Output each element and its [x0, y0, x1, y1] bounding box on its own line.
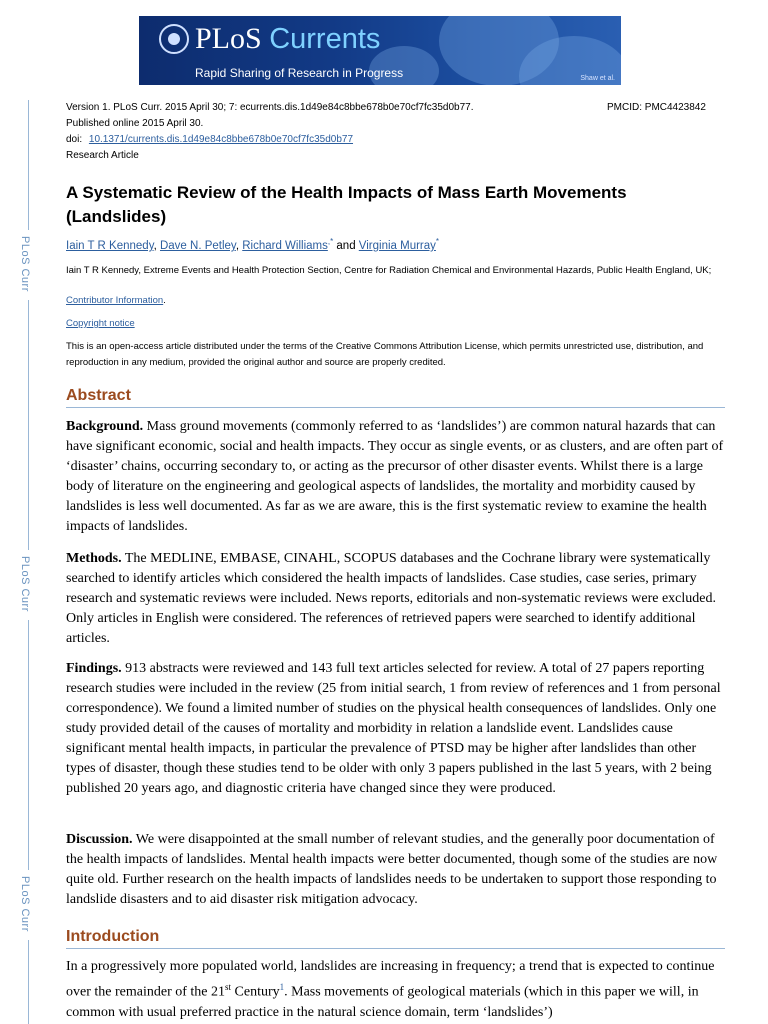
paragraph-label: Methods.	[66, 551, 122, 566]
doi-line	[66, 134, 353, 145]
author-list	[66, 237, 439, 252]
side-rail	[28, 100, 29, 230]
brand-plos: PLoS	[195, 22, 262, 55]
side-rail	[28, 940, 29, 1024]
paragraph-text: 913 abstracts were reviewed and 143 full text articles selected for review. A total of 27 papers reporting research studies were included in the review (25 from initial search, 1 from review of references and 1 from personal correspondence). We found a limited number of studies on the physical health consequences of landslides. Only one study provided detail of the causes of mortality and morbidity in relation a landslide event. Landslides cause significant mental health impacts, in particular the prevalence of PTSD may be higher after landslides than other types of disaster, though these studies tend to be older with only 3 papers published in the last 5 years, with 2 being published 20 years ago, and diagnostic criteria have changed since they were produced.	[66, 661, 721, 796]
article-type: Research Article	[66, 150, 139, 161]
abstract-findings	[66, 659, 726, 799]
side-rail	[28, 620, 29, 870]
affiliation: Iain T R Kennedy, Extreme Events and Health Protection Section, Centre for Radiation Chemical and Environmental Hazards, Public Health England, UK;	[66, 265, 712, 276]
intro-text: In a progressively more populated world, landslides are increasing in frequency; a trend that is expected to continue over the remainder of the 21	[66, 959, 715, 1000]
copyright-notice-link[interactable]: Copyright notice	[66, 318, 135, 329]
author-footnote-mark[interactable]: *	[435, 237, 440, 246]
paragraph-text: Mass ground movements (commonly referred to as ‘landslides’) are common natural hazards that can have significant economic, social and health impacts. They occur as single events, or as clusters, and are often part of ‘disaster’ chains, occurring secondary to, or acting as the precursor of other disaster events. Whilst there is a large body of literature on the engineering and geological aspects of landslides, the mortality and morbidity caused by landslides is less well documented. As far as we are aware, this is the first systematic review to examine the health impacts of landslides.	[66, 419, 724, 534]
contributor-info-line: Contributor Information.	[66, 295, 166, 306]
introduction-paragraph	[66, 957, 726, 1023]
author-separator: ,	[153, 239, 160, 252]
author-link[interactable]: Virginia Murray	[358, 239, 436, 252]
intro-superscript: st	[225, 982, 232, 992]
doi-label: doi:	[66, 134, 83, 145]
paragraph-text: We were disappointed at the small number of relevant studies, and the generally poor documentation of the health impacts of landslides. Mental health impacts were better documented, though some of the studies are now quite old. Further research on the health impacts of landslides needs to be undertaken to support those responding to landslide disasters and to aid disaster risk mitigation advocacy.	[66, 832, 718, 907]
pmcid: PMCID: PMC4423842	[607, 102, 706, 113]
doi-link[interactable]: 10.1371/currents.dis.1d49e84c8bbe678b0e70cf7fc35d0b77	[88, 134, 354, 145]
author-separator: and	[333, 239, 359, 252]
abstract-discussion	[66, 830, 726, 910]
banner-credit: Shaw et al.	[580, 75, 615, 82]
version-line: Version 1. PLoS Curr. 2015 April 30; 7: ecurrents.dis.1d49e84c8bbe678b0e70cf7fc35d0b77.	[66, 102, 474, 113]
intro-text: Century	[231, 984, 280, 1000]
banner-tagline: Rapid Sharing of Research in Progress	[195, 66, 404, 80]
side-label: PLoS Curr	[19, 236, 31, 292]
paragraph-label: Discussion.	[66, 832, 133, 847]
abstract-background	[66, 417, 726, 537]
author-link[interactable]: Iain T R Kennedy	[66, 239, 154, 252]
introduction-heading: Introduction	[66, 927, 725, 949]
abstract-methods	[66, 549, 726, 649]
side-label: PLoS Curr	[19, 876, 31, 932]
author-footnote-mark[interactable]: ,*	[327, 237, 334, 246]
published-date: Published online 2015 April 30.	[66, 118, 204, 129]
paragraph-label: Findings.	[66, 661, 122, 676]
reference-link[interactable]: 1	[279, 982, 285, 992]
intro-text: . Mass movements of geological materials (which in this paper we will, in common with usual preferred practice in the natural science domain, term ‘landslides’)	[66, 984, 699, 1020]
side-rail	[28, 300, 29, 550]
author-link[interactable]: Richard Williams	[242, 239, 328, 252]
brand-currents: Currents	[269, 23, 381, 55]
side-label: PLoS Curr	[19, 556, 31, 612]
license-text: This is an open-access article distributed under the terms of the Creative Commons Attribution License, which permits unrestricted use, distribution, and reproduction in any medium, provided the original author and source are properly credited.	[66, 341, 704, 368]
journal-banner	[139, 16, 621, 85]
plos-logo-icon	[159, 24, 189, 54]
article-title: A Systematic Review of the Health Impacts of Mass Earth Movements (Landslides)	[66, 183, 627, 226]
author-separator: ,	[235, 239, 243, 252]
abstract-heading: Abstract	[66, 386, 725, 408]
copyright-line	[66, 318, 135, 329]
paragraph-label: Background.	[66, 419, 144, 434]
author-link[interactable]: Dave N. Petley	[159, 239, 236, 252]
contributor-info-link[interactable]: Contributor Information	[66, 295, 164, 306]
paragraph-text: The MEDLINE, EMBASE, CINAHL, SCOPUS databases and the Cochrane library were systematically searched to identify articles which considered the health impacts of landslides. Case studies, case series, primary research and systematic reviews were included. News reports, editorials and non-systematic reviews were excluded. Only articles in English were considered. The references of retrieved papers were searched to identify additional articles.	[66, 551, 716, 646]
